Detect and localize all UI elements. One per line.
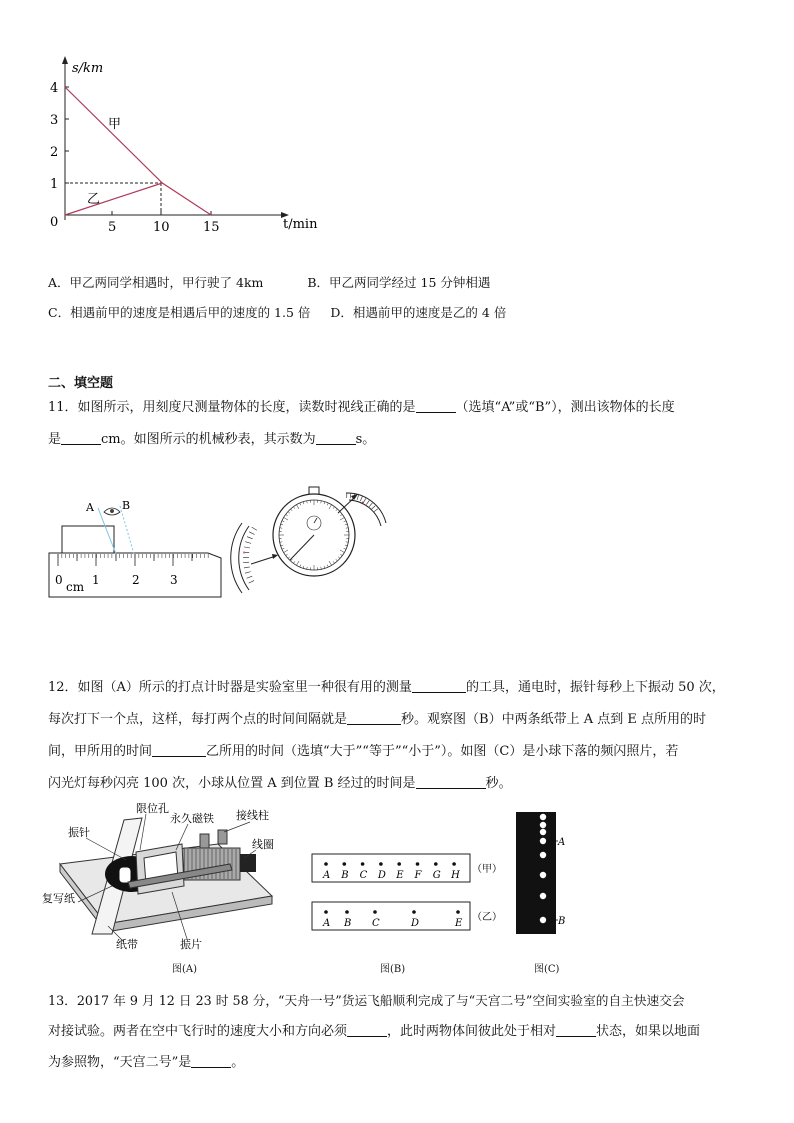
blank-11-1[interactable] bbox=[416, 398, 456, 413]
y-tick-2: 2 bbox=[50, 145, 59, 160]
tape-yi-letter: A bbox=[323, 918, 331, 929]
section-title: 二、填空题 bbox=[48, 376, 114, 391]
strobe-ball bbox=[540, 838, 546, 844]
x-tick-15: 15 bbox=[203, 220, 220, 235]
tape-jia-tag: （甲） bbox=[472, 864, 502, 875]
strobe-ball bbox=[540, 917, 546, 923]
option-b: B．甲乙两同学经过 15 分钟相遇 bbox=[307, 275, 491, 290]
x-axis-label: t/min bbox=[283, 217, 318, 232]
tape-jia-letter: B bbox=[341, 870, 349, 881]
ruler-unit: cm bbox=[66, 580, 85, 594]
strobe-background bbox=[516, 812, 556, 934]
strobe-ball bbox=[540, 872, 546, 878]
tape-jia-letter: E bbox=[396, 870, 404, 881]
tape-jia-letter: C bbox=[359, 870, 368, 881]
x-tick-5: 5 bbox=[108, 220, 117, 235]
blank-11-3[interactable] bbox=[316, 430, 356, 445]
tape-yi-letter: D bbox=[411, 918, 420, 929]
minute-dial bbox=[231, 523, 242, 593]
terminal-1 bbox=[200, 834, 209, 848]
tape-jia-dot bbox=[379, 862, 383, 866]
blank-12-1[interactable] bbox=[412, 678, 466, 693]
x-tick-10: 10 bbox=[153, 220, 170, 235]
tape-jia-dot bbox=[324, 862, 328, 866]
tape-yi-letter: C bbox=[372, 918, 380, 929]
origin-label: 0 bbox=[50, 215, 59, 230]
ruler-label-2: 2 bbox=[132, 573, 140, 587]
svg-text:⁰: ⁰ bbox=[243, 551, 246, 558]
label-magnet: 永久磁铁 bbox=[170, 812, 214, 825]
strobe-ball bbox=[540, 893, 546, 899]
eye-label-a: A bbox=[86, 501, 94, 514]
blank-13-3[interactable] bbox=[191, 1053, 231, 1068]
paper-tapes-figure bbox=[308, 850, 508, 940]
ticker-timer-figure bbox=[40, 800, 290, 950]
y-tick-3: 3 bbox=[50, 113, 59, 128]
tape-jia-dot bbox=[416, 862, 420, 866]
caption-a: 图(A) bbox=[172, 964, 198, 975]
stopwatch-crown bbox=[309, 487, 319, 494]
tape-yi-letter: E bbox=[455, 918, 463, 929]
tape-yi-dot bbox=[345, 910, 349, 914]
tape-jia-letter: F bbox=[414, 870, 422, 881]
tape-yi-dot bbox=[324, 910, 328, 914]
line-jia-label: 甲 bbox=[108, 117, 122, 132]
strobe-ball bbox=[540, 822, 546, 828]
y-axis-arrow bbox=[62, 56, 68, 64]
blank-12-2[interactable] bbox=[347, 710, 401, 725]
tape-jia-dot bbox=[452, 862, 456, 866]
label-needle: 振针 bbox=[68, 826, 90, 839]
caption-b: 图(B) bbox=[380, 964, 406, 975]
y-tick-4: 4 bbox=[50, 81, 59, 96]
blank-12-4[interactable] bbox=[416, 774, 486, 789]
ruler-label-3: 3 bbox=[170, 573, 178, 587]
terminal-2 bbox=[218, 830, 227, 844]
strobe-ball bbox=[540, 852, 546, 858]
ruler-label-1: 1 bbox=[92, 573, 100, 587]
tape-yi-dot bbox=[412, 910, 416, 914]
option-a: A．甲乙两同学相遇时，甲行驶了 4km bbox=[48, 275, 264, 290]
line-yi-label: 乙 bbox=[87, 192, 101, 207]
strobe-ball bbox=[540, 814, 546, 820]
tape-yi-tag: （乙） bbox=[472, 912, 502, 923]
eye-label-b: B bbox=[122, 499, 131, 512]
label-terminal: 接线柱 bbox=[236, 809, 269, 822]
question-12: 12．如图（A）所示的打点计时器是实验室里一种很有用的测量 的工具，通电时，振针每秒上下振动 50 次， 每次打下一个点，这样，每打两个点的时间间隔就是 秒。观察图（B）中两条纸带上 A 点到 E 点所用的时 间，甲所用的时间 乙所用的时间（选填“大于”“等于”“小于”）。如图（C）是小球下落的频闪照片，若 闪光灯每秒闪亮 100 次，小球从位置 A 到位置 B 经过的时间是 秒。 bbox=[48, 680, 725, 791]
label-paper-tape: 纸带 bbox=[116, 938, 138, 950]
strobe-photo-figure bbox=[514, 810, 574, 936]
option-d: D．相遇前甲的速度是乙的 4 倍 bbox=[330, 305, 507, 320]
tape-yi-letter: B bbox=[344, 918, 352, 929]
st-graph bbox=[40, 50, 340, 240]
tape-yi bbox=[312, 902, 470, 930]
strobe-label-a: A bbox=[558, 837, 566, 848]
tape-jia bbox=[312, 854, 470, 882]
sight-line-b bbox=[120, 506, 134, 554]
tape-jia-dot bbox=[343, 862, 347, 866]
label-vibrating-bar: 振片 bbox=[180, 938, 202, 950]
blank-13-2[interactable] bbox=[556, 1022, 596, 1037]
tape-jia-letter: H bbox=[451, 870, 460, 881]
tape-yi-dot bbox=[456, 910, 460, 914]
tape-jia-letter: G bbox=[432, 870, 441, 881]
label-carbon-paper: 复写纸 bbox=[42, 892, 75, 905]
tape-jia-dot bbox=[434, 862, 438, 866]
blank-11-2[interactable] bbox=[61, 430, 101, 445]
question-13: 13．2017 年 9 月 12 日 23 时 58 分，“天舟一号”货运飞船顺利完成了与“天宫二号”空间实验室的自主快速交会 对接试验。两者在空中飞行时的速度大小和方向必须 ，此时两物体间彼此处于相对 状态，如果以地面 为参照物，“天宫二号”是 。 bbox=[48, 993, 701, 1070]
strobe-label-b: B bbox=[558, 916, 566, 927]
caption-c: 图(C) bbox=[534, 964, 560, 975]
ruler-label-0: 0 bbox=[55, 573, 63, 587]
tape-jia-letter: A bbox=[323, 870, 331, 881]
label-limit-hole: 限位孔 bbox=[136, 802, 169, 815]
tape-yi-dot bbox=[373, 910, 377, 914]
tape-jia-letter: D bbox=[377, 870, 386, 881]
series-line-yi bbox=[65, 183, 162, 215]
blank-13-1[interactable] bbox=[347, 1022, 387, 1037]
y-tick-1: 1 bbox=[50, 177, 59, 192]
tape-jia-dot bbox=[397, 862, 401, 866]
svg-text:•: • bbox=[361, 500, 365, 507]
blank-12-3[interactable] bbox=[152, 742, 206, 757]
ruler-stopwatch-figure bbox=[46, 478, 391, 600]
strobe-ball bbox=[540, 829, 546, 835]
tape-jia-dot bbox=[361, 862, 365, 866]
question-11: 11．如图所示，用刻度尺测量物体的长度，读数时视线正确的是 （选填“A”或“B”），测出该物体的长度 是 cm。如图所示的机械秒表，其示数为 s。 bbox=[48, 400, 675, 447]
label-coil: 线圈 bbox=[252, 838, 274, 851]
y-axis-label: s/km bbox=[72, 61, 104, 76]
option-c: C．相遇前甲的速度是相遇后甲的速度的 1.5 倍 bbox=[48, 305, 311, 320]
